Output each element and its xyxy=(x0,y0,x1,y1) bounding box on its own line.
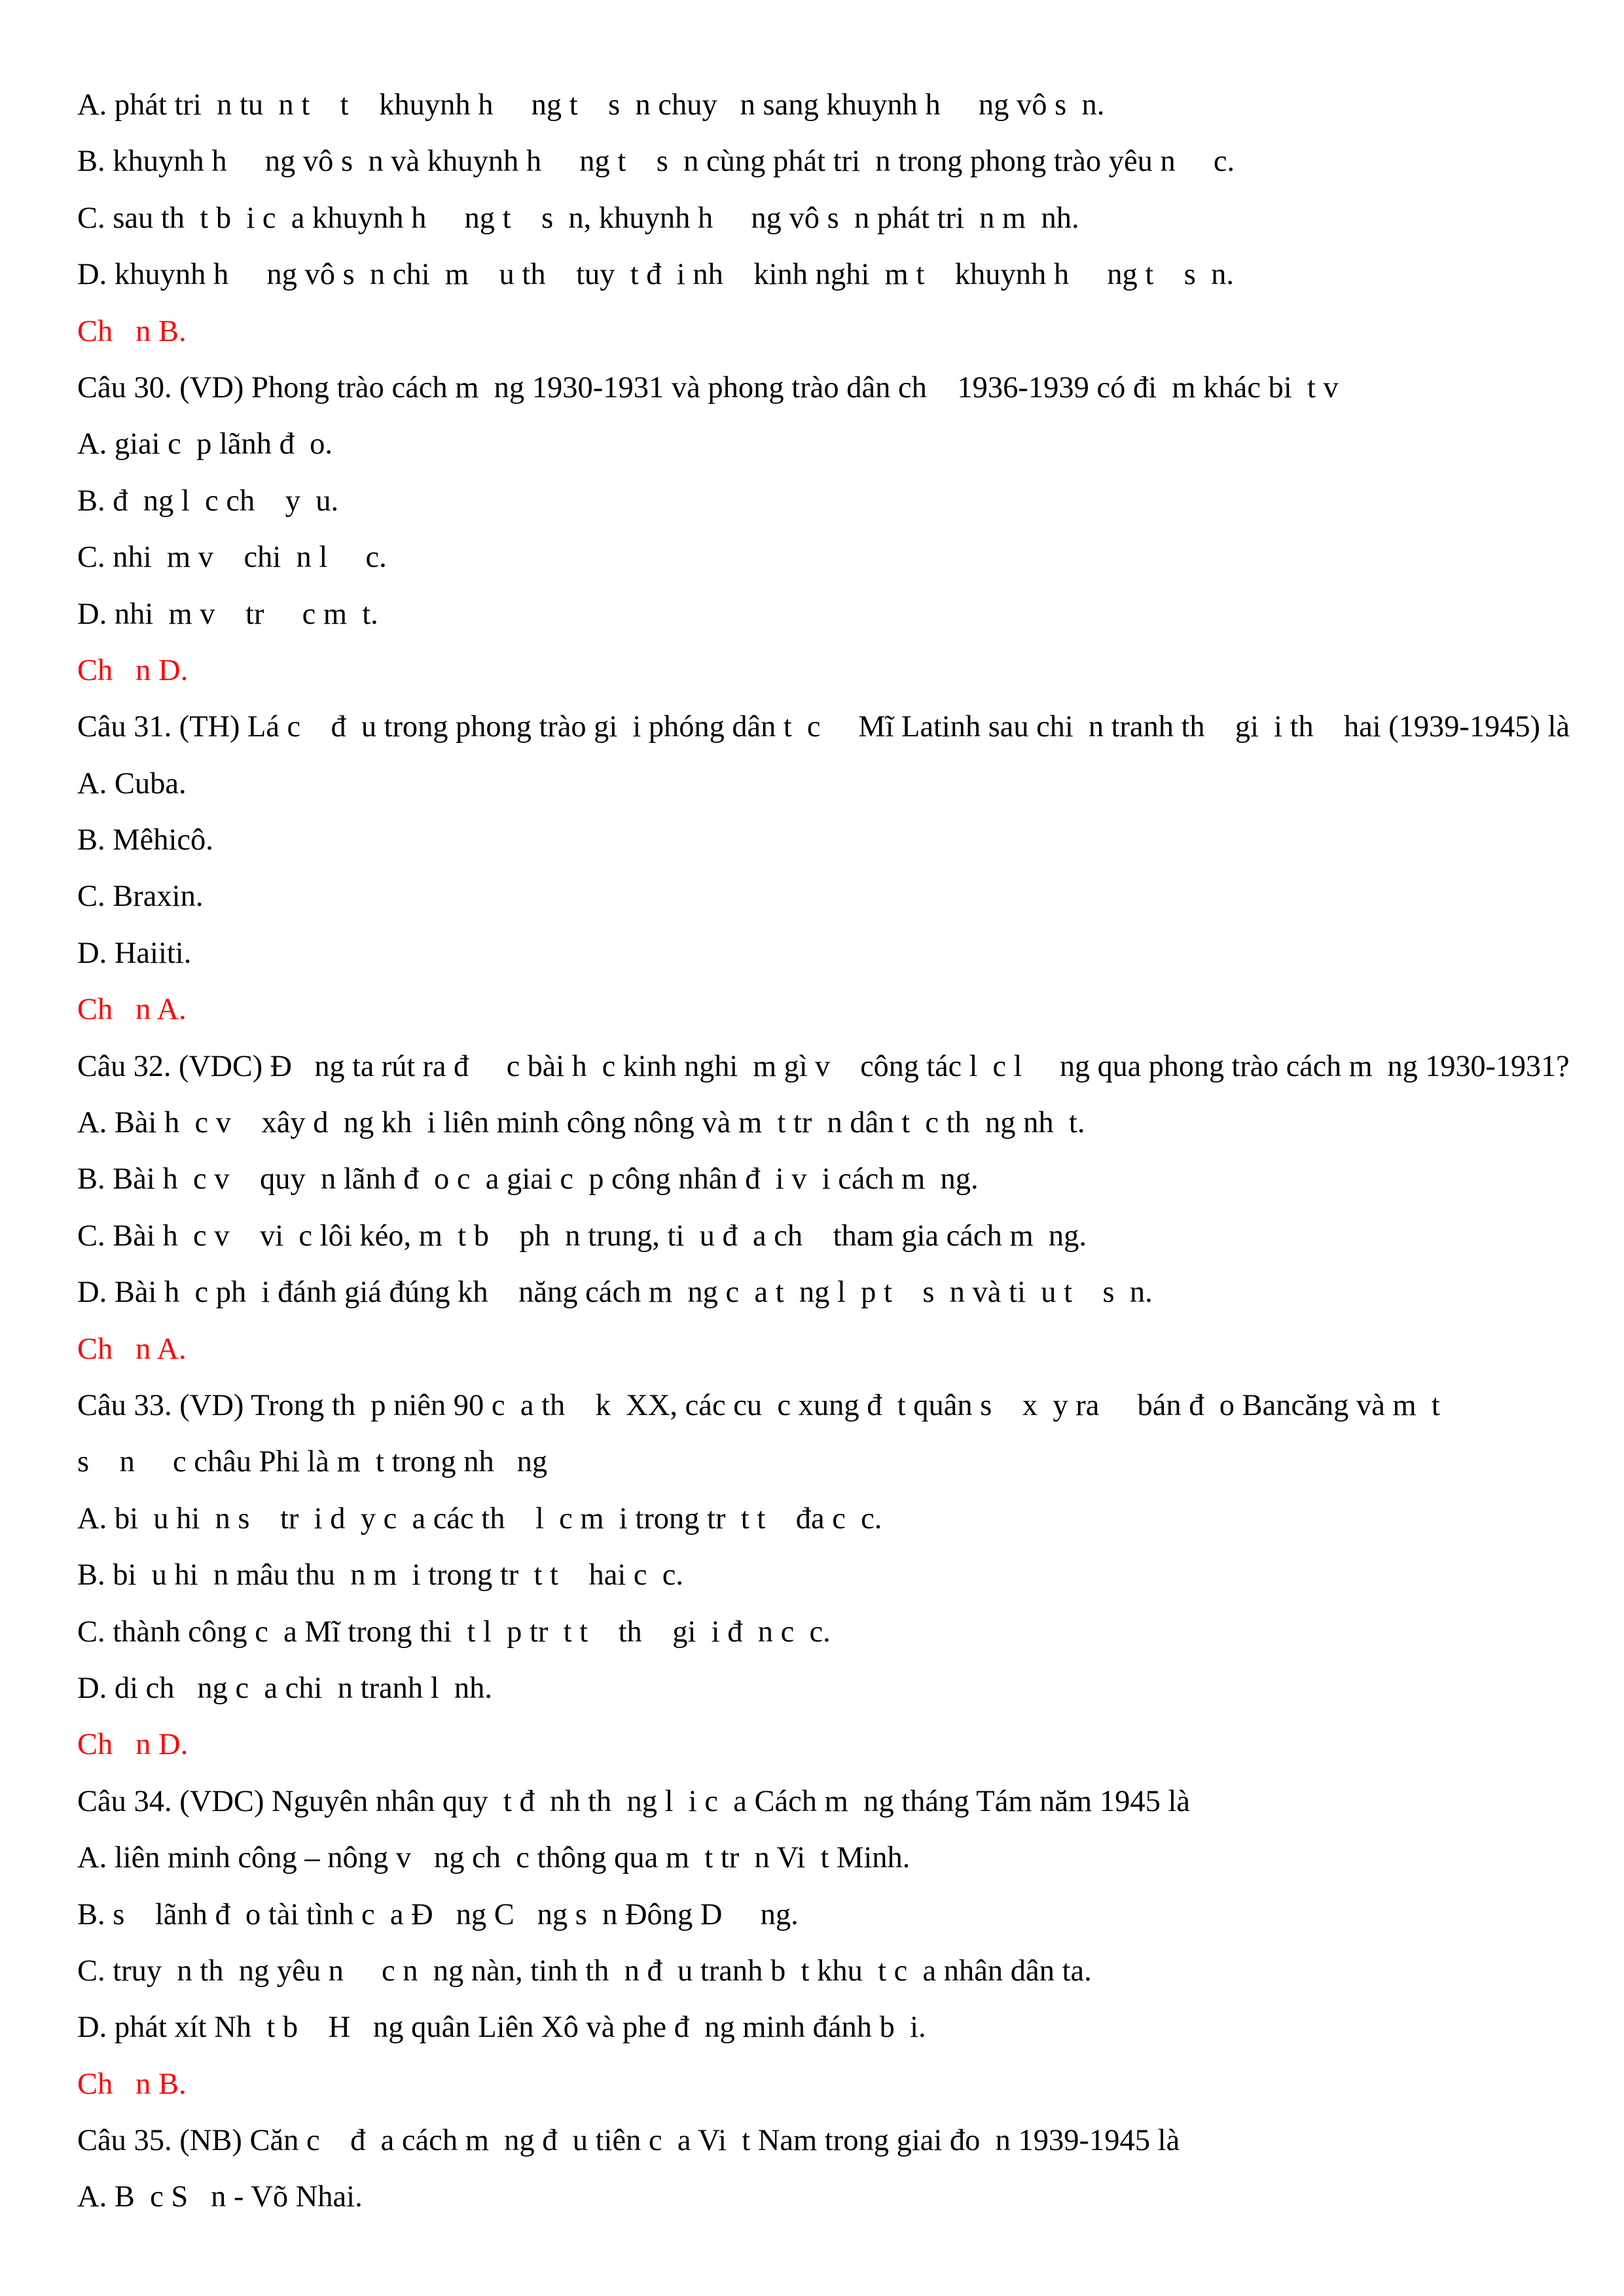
option-line: D. nhi m v tr c m t. xyxy=(77,597,378,631)
answer-line: Ch n D. xyxy=(77,1728,189,1762)
question-line: Câu 31. (TH) Lá c đ u trong phong trào gi i phóng dân t c Mĩ Latinh sau chi n tranh th gi i th hai (1939-1945) là xyxy=(77,710,1570,744)
answer-line: Ch n D. xyxy=(77,653,189,687)
option-line: C. Bài h c v vi c lôi kéo, m t b ph n trung, ti u đ a ch tham gia cách m ng. xyxy=(77,1219,1087,1253)
option-line: B. Bài h c v quy n lãnh đ o c a giai c p công nhân đ i v i cách m ng. xyxy=(77,1162,979,1196)
option-line: A. B c S n - Võ Nhai. xyxy=(77,2180,363,2214)
option-line: B. bi u hi n mâu thu n m i trong tr t t hai c c. xyxy=(77,1558,684,1592)
answer-line: Ch n B. xyxy=(77,2067,187,2101)
option-line: C. sau th t b i c a khuynh h ng t s n, khuynh h ng vô s n phát tri n m nh. xyxy=(77,201,1079,235)
option-line: A. bi u hi n s tr i d y c a các th l c m i trong tr t t đa c c. xyxy=(77,1501,882,1535)
option-line: B. Mêhicô. xyxy=(77,823,213,857)
option-line: A. liên minh công – nông v ng ch c thông qua m t tr n Vi t Minh. xyxy=(77,1841,911,1875)
option-line: D. Haiiti. xyxy=(77,936,192,970)
option-line: A. giai c p lãnh đ o. xyxy=(77,427,333,461)
question-line: Câu 35. (NB) Căn c đ a cách m ng đ u tiên c a Vi t Nam trong giai đo n 1939-1945 là xyxy=(77,2124,1180,2158)
option-line: C. thành công c a Mĩ trong thi t l p tr t t th gi i đ n c c. xyxy=(77,1615,831,1649)
option-line: B. khuynh h ng vô s n và khuynh h ng t s n cùng phát tri n trong phong trào yêu n c. xyxy=(77,145,1235,179)
option-line: D. khuynh h ng vô s n chi m u th tuy t đ i nh kinh nghi m t khuynh h ng t s n. xyxy=(77,258,1235,292)
question-line: Câu 30. (VD) Phong trào cách m ng 1930-1931 và phong trào dân ch 1936-1939 có đi m khác bi t v xyxy=(77,370,1339,404)
question-line: s n c châu Phi là m t trong nh ng xyxy=(77,1445,548,1479)
option-line: C. nhi m v chi n l c. xyxy=(77,541,387,575)
option-line: D. phát xít Nh t b H ng quân Liên Xô và phe đ ng minh đánh b i. xyxy=(77,2011,926,2045)
option-line: A. Bài h c v xây d ng kh i liên minh công nông và m t tr n dân t c th ng nh t. xyxy=(77,1106,1085,1140)
answer-line: Ch n B. xyxy=(77,314,187,348)
option-line: B. đ ng l c ch y u. xyxy=(77,484,339,518)
answer-line: Ch n A. xyxy=(77,993,187,1027)
option-line: D. Bài h c ph i đánh giá đúng kh năng cách m ng c a t ng l p t s n và ti u t s n. xyxy=(77,1276,1153,1310)
document-page xyxy=(77,77,1570,2226)
option-line: A. Cuba. xyxy=(77,766,187,800)
question-line: Câu 34. (VDC) Nguyên nhân quy t đ nh th ng l i c a Cách m ng tháng Tám năm 1945 là xyxy=(77,1784,1190,1818)
question-line: Câu 32. (VDC) Đ ng ta rút ra đ c bài h c kinh nghi m gì v công tác l c l ng qua phong trào cách m ng 1930-1931? xyxy=(77,1049,1570,1083)
option-line: D. di ch ng c a chi n tranh l nh. xyxy=(77,1671,493,1705)
answer-line: Ch n A. xyxy=(77,1332,187,1366)
option-line: C. truy n th ng yêu n c n ng nàn, tinh th n đ u tranh b t khu t c a nhân dân ta. xyxy=(77,1954,1092,1988)
option-line: C. Braxin. xyxy=(77,880,204,914)
option-line: B. s lãnh đ o tài tình c a Đ ng C ng s n Đông D ng. xyxy=(77,1897,799,1931)
question-line: Câu 33. (VD) Trong th p niên 90 c a th k XX, các cu c xung đ t quân s x y ra bán đ o Bancăng và m t xyxy=(77,1388,1440,1422)
option-line: A. phát tri n tu n t t khuynh h ng t s n chuy n sang khuynh h ng vô s n. xyxy=(77,88,1105,122)
